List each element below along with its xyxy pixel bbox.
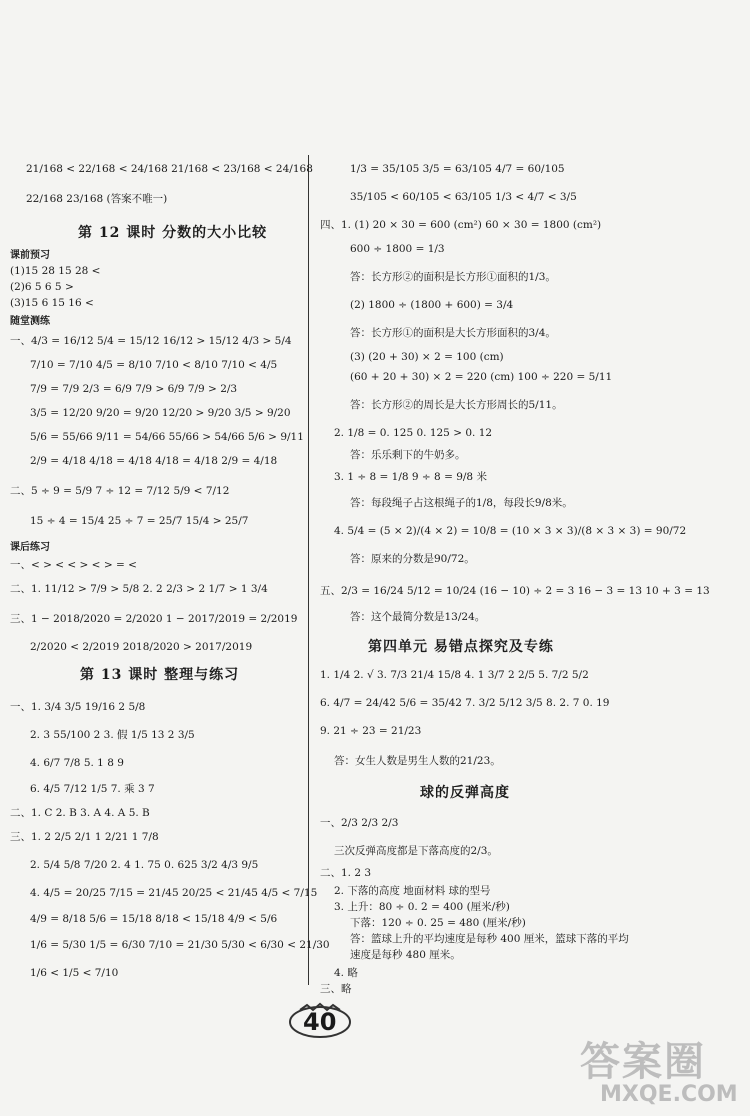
class-line-6: 2/9 = 4/18 4/18 = 4/18 4/18 = 4/18 2/9 = 4/18 [30,455,278,467]
class-line-2: 7/10 = 7/10 4/5 = 8/10 7/10 < 8/10 7/10 < 4/5 [30,359,278,371]
after-line-1: 一、< > < < > < > = < [10,559,137,571]
unit4-line-1: 1. 1/4 2. √ 3. 7/3 21/4 15/8 4. 1 3/7 2 2/5 5. 7/2 5/2 [320,669,589,681]
lesson-13-title: 第 13 课时 整理与练习 [80,667,240,683]
ball-line-2: 三次反弹高度都是下落高度的2/3。 [334,845,498,857]
preview-line-1: (1)15 28 15 28 < [10,265,101,277]
preview-line-3: (3)15 6 15 16 < [10,297,94,309]
page-number-badge [285,1002,355,1040]
s4-line-5: 答：长方形①的面积是大长方形面积的3/4。 [350,327,556,339]
top-line-2: 22/168 23/168 (答案不唯一) [26,193,168,205]
s4-line-12: 答：每段绳子占这根绳子的1/8，每段长9/8米。 [350,497,573,509]
lesson13-line-10: 1/6 = 5/30 1/5 = 6/30 7/10 = 21/30 5/30 < 6/30 < 21/30 [30,939,330,951]
unit4-line-3: 9. 21 ÷ 23 = 21/23 [320,725,422,737]
s4-line-8: 答：长方形②的周长是大长方形周长的5/11。 [350,399,563,411]
s5-line-1: 五、2/3 = 16/24 5/12 = 10/24 (16 − 10) ÷ 2 = 3 16 − 3 = 13 10 + 3 = 13 [320,585,710,597]
right-top-line-1: 1/3 = 35/105 3/5 = 63/105 4/7 = 60/105 [350,163,565,175]
lesson13-line-4: 6. 4/5 7/12 1/5 7. 乘 3 7 [30,783,155,795]
lesson13-line-7: 2. 5/4 5/8 7/20 2. 4 1. 75 0. 625 3/2 4/3 9/5 [30,859,259,871]
ball-line-9: 4. 略 [334,967,358,979]
ball-line-10: 三、略 [320,983,352,995]
class-line-3: 7/9 = 7/9 2/3 = 6/9 7/9 > 6/9 7/9 > 2/3 [30,383,238,395]
right-top-line-2: 35/105 < 60/105 < 63/105 1/3 < 4/7 < 3/5 [350,191,577,203]
ball-bounce-title: 球的反弹高度 [420,785,510,801]
watermark-url: MXQE.COM [600,1082,738,1107]
lesson13-line-5: 二、1. C 2. B 3. A 4. A 5. B [10,807,150,819]
s4-line-6: (3) (20 + 30) × 2 = 100 (cm) [350,351,504,363]
s4-line-7: (60 + 20 + 30) × 2 = 220 (cm) 100 ÷ 220 = 5/11 [350,371,613,383]
after-heading: 课后练习 [10,542,50,553]
after-line-2: 二、1. 11/12 > 7/9 > 5/8 2. 2 2/3 > 2 1/7 > 1 3/4 [10,583,268,595]
s5-line-2: 答：这个最简分数是13/24。 [350,611,486,623]
lesson13-line-11: 1/6 < 1/5 < 7/10 [30,967,119,979]
s4-line-14: 答：原来的分数是90/72。 [350,553,475,565]
s4-line-4: (2) 1800 ÷ (1800 + 600) = 3/4 [350,299,514,311]
unit4-line-2: 6. 4/7 = 24/42 5/6 = 35/42 7. 3/2 5/12 3/5 8. 2. 7 0. 19 [320,697,610,709]
ball-line-8: 速度是每秒 480 厘米。 [350,949,461,961]
preview-line-2: (2)6 5 6 5 > [10,281,74,293]
s4-line-2: 600 ÷ 1800 = 1/3 [350,243,445,255]
after-line-4: 2/2020 < 2/2019 2018/2020 > 2017/2019 [30,641,253,653]
lesson13-line-6: 三、1. 2 2/5 2/1 1 2/21 1 7/8 [10,831,159,843]
lesson13-line-8: 4. 4/5 = 20/25 7/15 = 21/45 20/25 < 21/45 4/5 < 7/15 [30,887,318,899]
ball-line-5: 3. 上升：80 ÷ 0. 2 = 400 (厘米/秒) [334,901,510,913]
lesson13-line-9: 4/9 = 8/18 5/6 = 15/18 8/18 < 15/18 4/9 < 5/6 [30,913,278,925]
class-line-4: 3/5 = 12/20 9/20 = 9/20 12/20 > 9/20 3/5 > 9/20 [30,407,291,419]
after-line-3: 三、1 − 2018/2020 = 2/2020 1 − 2017/2019 = 2/2019 [10,613,298,625]
class-line-5: 5/6 = 55/66 9/11 = 54/66 55/66 > 54/66 5/6 > 9/11 [30,431,304,443]
class-part2-line-1: 二、5 ÷ 9 = 5/9 7 ÷ 12 = 7/12 5/9 < 7/12 [10,485,230,497]
unit-4-title: 第四单元 易错点探究及专练 [368,639,554,655]
s4-line-10: 答：乐乐剩下的牛奶多。 [350,449,466,461]
s4-line-3: 答：长方形②的面积是长方形①面积的1/3。 [350,271,556,283]
ball-line-1: 一、2/3 2/3 2/3 [320,817,399,829]
preview-heading: 课前预习 [10,250,50,261]
lesson13-line-3: 4. 6/7 7/8 5. 1 8 9 [30,757,124,769]
s4-line-9: 2. 1/8 = 0. 125 0. 125 > 0. 12 [334,427,493,439]
class-line-1: 一、4/3 = 16/12 5/4 = 15/12 16/12 > 15/12 4/3 > 5/4 [10,335,292,347]
s4-line-1: 四、1. (1) 20 × 30 = 600 (cm²) 60 × 30 = 1800 (cm²) [320,219,602,231]
ball-line-4: 2. 下落的高度 地面材料 球的型号 [334,885,491,897]
top-line-1: 21/168 < 22/168 < 24/168 21/168 < 23/168 < 24/168 [26,163,313,175]
lesson13-line-2: 2. 3 55/100 2 3. 假 1/5 13 2 3/5 [30,729,195,741]
watermark-text: 答案圈 [580,1039,706,1085]
unit4-line-4: 答：女生人数是男生人数的21/23。 [334,755,501,767]
watermark-logo [570,1030,745,1115]
page-number: 40 [303,1008,337,1036]
left-column [8,155,330,985]
class-part2-line-2: 15 ÷ 4 = 15/4 25 ÷ 7 = 25/7 15/4 > 25/7 [30,515,249,527]
lesson13-line-1: 一、1. 3/4 3/5 19/16 2 5/8 [10,701,146,713]
s4-line-11: 3. 1 ÷ 8 = 1/8 9 ÷ 8 = 9/8 米 [334,471,487,483]
s4-line-13: 4. 5/4 = (5 × 2)/(4 × 2) = 10/8 = (10 × 3 × 3)/(8 × 3 × 3) = 90/72 [334,525,687,537]
class-heading: 随堂测练 [10,316,50,327]
ball-line-3: 二、1. 2 3 [320,867,372,879]
ball-line-6: 下落：120 ÷ 0. 25 = 480 (厘米/秒) [350,917,526,929]
lesson-12-title: 第 12 课时 分数的大小比较 [78,225,268,241]
ball-line-7: 答：篮球上升的平均速度是每秒 400 厘米，篮球下落的平均 [350,933,629,945]
